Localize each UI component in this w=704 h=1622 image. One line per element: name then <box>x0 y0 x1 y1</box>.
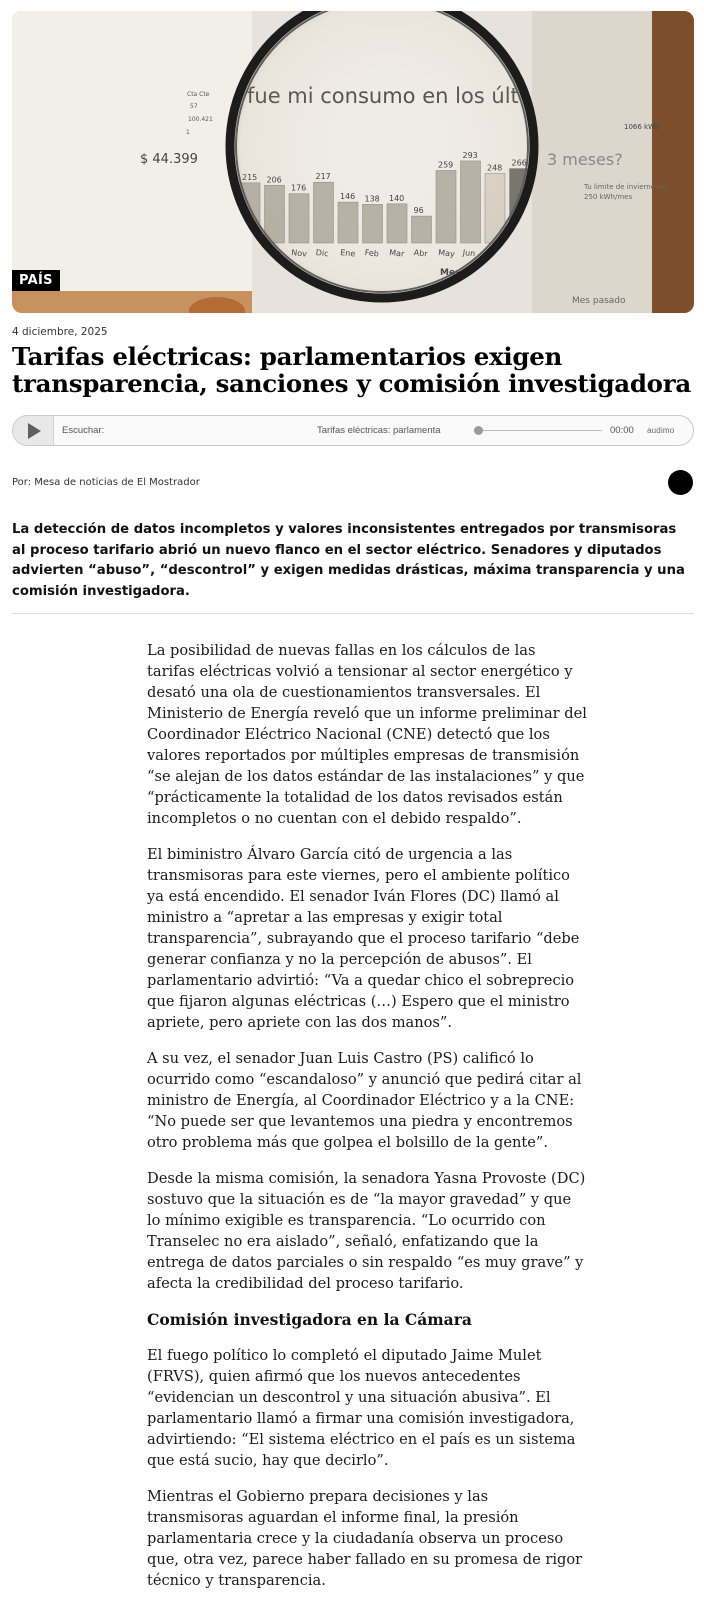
paragraph: El fuego político lo completó el diputado Jaime Mulet (FRVS), quien afirmó que los nuevos antecedentes “evidencian un descontrol y una situación abusiva”. El parlamentario llamó a firmar una comisión investigadora, advirtiendo: “El sistema eléctrico en el país es un sistema que está sucio, hay que decirlo”. <box>147 1347 576 1469</box>
hero-photo <box>12 11 694 313</box>
paragraph: La posibilidad de nuevas fallas en los cálculos de las tarifas eléctricas volvió a tensionar al sector energético y desató una ola de cuestionamientos transversales. El Ministerio de Energía reveló que un informe preliminar del Coordinador Eléctrico Nacional (CNE) detectó que los valores reportados por múltiples empresas de transmisión “se alejan de los datos estándar de las instalaciones” y que “prácticamente la totalidad de los datos revisados están incompletos o no cuentan con el debido respaldo”. <box>147 642 587 827</box>
section-badge[interactable]: PAÍS <box>12 270 60 291</box>
progress-handle[interactable] <box>474 426 483 435</box>
player-brand[interactable]: audimo <box>647 426 675 435</box>
time-display: 00:00 <box>610 425 634 436</box>
svg-text:1: 1 <box>186 129 190 136</box>
photo-footer-far: Mes pasado <box>572 296 626 306</box>
play-icon <box>28 423 41 439</box>
publish-date: 4 diciembre, 2025 <box>12 326 108 338</box>
play-button[interactable] <box>13 416 54 445</box>
article-lead: La detección de datos incompletos y valores inconsistentes entregados por transmisoras al proceso tarifario abrió un nuevo flanco en el sector eléctrico. Senadores y diputados advierten “abuso”, “descontrol” y exigen medidas drásticas, máxima transparencia y una comisión investigadora. <box>12 522 685 599</box>
photo-meses: 3 meses? <box>547 150 623 169</box>
section-subheading: Comisión investigadora en la Cámara <box>147 1310 472 1329</box>
divider <box>12 613 694 614</box>
listen-label: Escuchar: <box>62 425 105 436</box>
svg-text:100.421: 100.421 <box>188 116 213 123</box>
share-button[interactable] <box>668 470 693 495</box>
photo-kwh: 1066 kWh <box>624 123 660 131</box>
progress-track[interactable] <box>478 430 602 431</box>
hero-image <box>12 11 694 313</box>
article-title: Tarifas eléctricas: parlamentarios exigen transparencia, sanciones y comisión investigadora <box>12 342 691 398</box>
byline: Por: Mesa de noticias de El Mostrador <box>12 477 200 488</box>
paragraph: A su vez, el senador Juan Luis Castro (PS) calificó lo ocurrido como “escandaloso” y anunció que pedirá citar al ministro de Energía, al Coordinador Eléctrico y a la CNE: “No puede ser que levantemos una piedra y encontremos otro problema más que golpea el bolsillo de la gente”. <box>147 1050 582 1151</box>
photo-amount: $ 44.399 <box>140 152 198 167</box>
photo-limit-note: Tu límite de invierno es: <box>584 183 668 191</box>
article-body <box>147 640 587 1606</box>
paragraph: Desde la misma comisión, la senadora Yasna Provoste (DC) sostuvo que la situación es de “la mayor gravedad” y que lo mínimo exigible es transparencia. “Lo ocurrido con Transelec no era aislado”, señaló, enfatizando que la entrega de datos parciales o sin respaldo “es muy grave” y afecta la credibilidad del proceso tarifario. <box>147 1170 586 1292</box>
paragraph: El biministro Álvaro García citó de urgencia a las transmisoras para este viernes, pero el ambiente político ya está encendido. El senador Iván Flores (DC) llamó al ministro a “apretar a las empresas y exigir total transparencia”, subrayando que el proceso tarifario “debe generar confianza y no la percepción de abusos”. El parlamentario advirtió: “Va a quedar chico el sobreprecio que fijaron algunas eléctricas (…) Espero que el ministro apriete, pero apriete con las dos manos”. <box>147 846 580 1031</box>
photo-limit-value: 250 kWh/mes <box>584 193 633 201</box>
track-title: Tarifas eléctricas: parlamenta <box>317 425 441 436</box>
audio-player <box>12 415 694 446</box>
paragraph: Mientras el Gobierno prepara decisiones y las transmisoras aguardan el informe final, la presión parlamentaria crece y la ciudadanía observa un proceso que, otra vez, parece haber fallado en su promesa de rigor técnico y transparencia. <box>147 1488 583 1589</box>
svg-text:Cta Cte: Cta Cte <box>187 91 210 98</box>
svg-text:57: 57 <box>190 103 198 110</box>
